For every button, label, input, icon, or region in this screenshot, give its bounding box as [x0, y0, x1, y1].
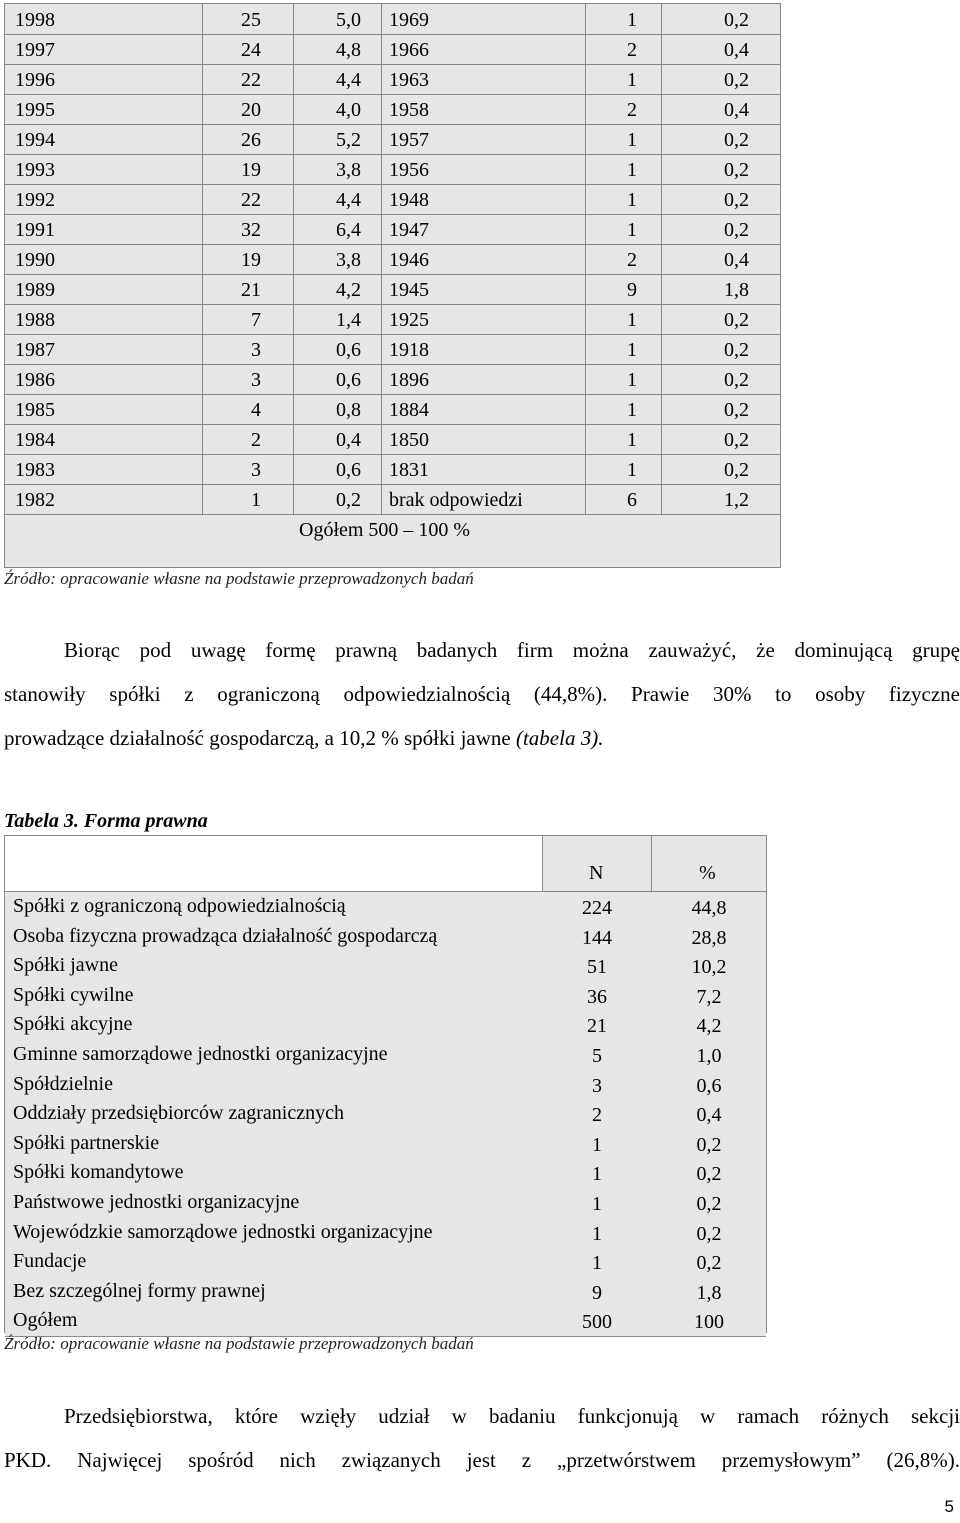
table-cell: 4,2 [336, 279, 361, 301]
table-row [5, 1129, 766, 1159]
row-percent: 0,2 [696, 1252, 722, 1275]
table-cell: 3,8 [336, 249, 361, 271]
table-cell: 1994 [15, 129, 55, 151]
table-cell: 0,2 [724, 159, 749, 181]
table-cell: 3,8 [336, 159, 361, 181]
table-cell: 1831 [389, 459, 429, 481]
row-percent: 10,2 [691, 956, 727, 979]
table-cell: 1 [251, 489, 261, 511]
row-divider [5, 334, 780, 335]
row-divider [5, 364, 780, 365]
row-divider [5, 454, 780, 455]
row-divider [5, 94, 780, 95]
table-cell: 6,4 [336, 219, 361, 241]
row-percent: 0,2 [696, 1163, 722, 1186]
row-divider [5, 64, 780, 65]
table-row [5, 94, 780, 124]
table-cell: 0,2 [724, 69, 749, 91]
table-cell: 19 [241, 159, 261, 181]
table-row [5, 1040, 766, 1070]
table-cell: 1983 [15, 459, 55, 481]
table-cell: 0,4 [724, 39, 749, 61]
table-cell: 1998 [15, 9, 55, 31]
table-row [5, 34, 780, 64]
table-cell: 1992 [15, 189, 55, 211]
table-cell: 0,2 [724, 459, 749, 481]
table-cell: 1,8 [724, 279, 749, 301]
row-count: 1 [592, 1222, 602, 1245]
table-cell: 1987 [15, 339, 55, 361]
table-row [5, 244, 780, 274]
table-cell: 1 [627, 9, 637, 31]
table-cell: 3 [251, 459, 261, 481]
table-cell: 1956 [389, 159, 429, 181]
row-count: 5 [592, 1045, 602, 1067]
row-label: Wojewódzkie samorządowe jednostki organizacyjne [13, 1220, 433, 1243]
table-row [5, 454, 780, 484]
table-cell: 1984 [15, 429, 55, 451]
row-divider [5, 514, 780, 515]
table-cell: 1850 [389, 429, 429, 451]
row-divider [5, 34, 780, 35]
header-percent: % [699, 862, 716, 884]
row-label: Spółdzielnie [13, 1072, 113, 1095]
table-cell: 0,2 [724, 339, 749, 361]
table-cell: 1,2 [724, 489, 749, 511]
row-count: 2 [592, 1104, 602, 1127]
table-cell: 0,8 [336, 399, 361, 421]
table-row [5, 1158, 766, 1188]
row-count: 3 [592, 1074, 602, 1097]
table-cell: 1884 [389, 399, 429, 421]
table-cell: 1969 [389, 9, 429, 31]
table-cell: 0,4 [724, 99, 749, 121]
table-cell: 26 [241, 129, 261, 151]
table-cell: 7 [251, 309, 261, 331]
row-label: Ogółem [13, 1309, 78, 1332]
row-percent: 0,2 [696, 1193, 722, 1215]
table-cell: 1896 [389, 369, 429, 391]
row-divider [5, 214, 780, 215]
table-cell: 1946 [389, 249, 429, 271]
table-cell: 4,0 [336, 99, 361, 121]
table-cell: 1 [627, 129, 637, 151]
table-row [5, 981, 766, 1011]
row-divider [5, 244, 780, 245]
table-cell: 1966 [389, 39, 429, 61]
table-row [5, 1188, 766, 1218]
table-cell: 1 [627, 69, 637, 91]
row-label: Fundacje [13, 1250, 87, 1273]
table-cell: 1985 [15, 399, 55, 421]
table-cell: 1918 [389, 339, 429, 361]
row-divider [5, 304, 780, 305]
legal-form-table [4, 835, 767, 1333]
table-cell: 0,6 [336, 339, 361, 361]
table-cell: 1 [627, 399, 637, 421]
row-percent: 1,8 [696, 1281, 722, 1304]
table-row [5, 154, 780, 184]
row-count: 1 [592, 1163, 602, 1186]
table-cell: 22 [241, 189, 261, 211]
row-divider [5, 484, 780, 485]
table-cell: 0,2 [724, 369, 749, 391]
row-percent: 0,4 [696, 1104, 722, 1127]
row-label: Spółki partnerskie [13, 1131, 160, 1154]
table-row [5, 304, 780, 334]
row-count: 144 [582, 926, 612, 949]
table-cell: 1945 [389, 279, 429, 301]
table-row [5, 922, 766, 952]
page-number: 5 [944, 1497, 954, 1516]
table-row [5, 4, 780, 34]
table-cell: 2 [251, 429, 261, 451]
table-cell: 1 [627, 339, 637, 361]
paragraph-legal-form [4, 628, 960, 760]
table-row [5, 184, 780, 214]
table-cell: 22 [241, 69, 261, 91]
table-reference: (tabela 3). [515, 726, 604, 750]
paragraph-line: Biorąc pod uwagę formę prawną badanych firm można zauważyć, że dominującą grupę [64, 638, 960, 662]
table-cell: 32 [241, 219, 261, 241]
table-cell: 0,2 [724, 219, 749, 241]
table-cell: 1 [627, 159, 637, 181]
table-cell: 1948 [389, 189, 429, 211]
table-cell: 0,6 [336, 369, 361, 391]
header-n: N [589, 862, 604, 884]
row-divider [5, 154, 780, 155]
table-cell: 6 [627, 489, 637, 511]
table-row [5, 1099, 766, 1129]
table-cell: 2 [627, 39, 637, 61]
table-cell: 1997 [15, 39, 55, 61]
table-cell: 1958 [389, 99, 429, 121]
table-cell: 1963 [389, 69, 429, 91]
table-row [5, 1277, 766, 1307]
table-cell: 0,6 [336, 459, 361, 481]
table-cell: 1991 [15, 219, 55, 241]
row-percent: 28,8 [691, 926, 727, 949]
table3-caption: Tabela 3. Forma prawna [4, 810, 208, 832]
table-cell: 0,4 [724, 249, 749, 271]
row-label: Gminne samorządowe jednostki organizacyjne [13, 1043, 388, 1065]
table-row [5, 334, 780, 364]
table-row [5, 484, 780, 514]
row-percent: 4,2 [696, 1015, 722, 1038]
table-cell: 1990 [15, 249, 55, 271]
table-cell: 0,4 [336, 429, 361, 451]
table-cell: 1993 [15, 159, 55, 181]
table-cell: 21 [241, 279, 261, 301]
row-percent: 7,2 [696, 985, 722, 1008]
year-founded-table [4, 3, 781, 568]
table-cell: 1 [627, 429, 637, 451]
table-cell: 4,8 [336, 39, 361, 61]
paragraph-pkd [4, 1394, 960, 1482]
table-cell: 1 [627, 459, 637, 481]
row-count: 224 [582, 897, 612, 919]
table-cell: 0,2 [336, 489, 361, 511]
table-cell: 1989 [15, 279, 55, 301]
row-count: 51 [587, 956, 607, 979]
table-cell: 0,2 [724, 189, 749, 211]
paragraph-line: stanowiły spółki z ograniczoną odpowiedzialnością (44,8%). Prawie 30% to osoby fizyczne [4, 682, 960, 706]
row-label: Bez szczególnej formy prawnej [13, 1279, 266, 1302]
row-count: 1 [592, 1133, 602, 1156]
table-cell: 2 [627, 249, 637, 271]
table-cell: 1988 [15, 309, 55, 331]
row-divider [5, 394, 780, 395]
row-count: 1 [592, 1193, 602, 1215]
table-row [5, 64, 780, 94]
table-row [5, 274, 780, 304]
row-percent: 100 [694, 1311, 724, 1334]
table-cell: 25 [241, 9, 261, 31]
table-row [5, 124, 780, 154]
row-count: 21 [587, 1015, 607, 1038]
table-row [5, 364, 780, 394]
table-cell: 4,4 [336, 69, 361, 91]
row-count: 1 [592, 1252, 602, 1275]
table-cell: 3 [251, 369, 261, 391]
table-cell: 24 [241, 39, 261, 61]
row-count: 36 [587, 985, 607, 1008]
table-cell: 5,2 [336, 129, 361, 151]
table-cell: 1996 [15, 69, 55, 91]
paragraph-line: Przedsiębiorstwa, które wzięły udział w badaniu funkcjonują w ramach różnych sekcji [64, 1404, 960, 1428]
table-cell: 1,4 [336, 309, 361, 331]
row-divider [5, 184, 780, 185]
row-label: Spółki komandytowe [13, 1161, 184, 1184]
table-row [5, 1247, 766, 1277]
table-row [5, 1218, 766, 1248]
row-percent: 0,2 [696, 1222, 722, 1245]
row-divider [5, 274, 780, 275]
table-row [5, 424, 780, 454]
table-cell: 1957 [389, 129, 429, 151]
table-cell: 19 [241, 249, 261, 271]
table-cell: 5,0 [336, 9, 361, 31]
table-row [5, 892, 766, 922]
paragraph-line [4, 716, 960, 760]
table-cell: 0,2 [724, 399, 749, 421]
table1-total: Ogółem 500 – 100 % [299, 519, 471, 541]
table-cell: 1986 [15, 369, 55, 391]
table-cell: 9 [627, 279, 637, 301]
table-cell: 0,2 [724, 429, 749, 451]
table-cell: 3 [251, 339, 261, 361]
row-count: 9 [592, 1281, 602, 1304]
table-cell: 1947 [389, 219, 429, 241]
table3-header [543, 836, 766, 892]
table-cell: 20 [241, 99, 261, 121]
row-percent: 0,6 [696, 1074, 722, 1097]
table-cell: 4,4 [336, 189, 361, 211]
row-label: Państwowe jednostki organizacyjne [13, 1191, 300, 1213]
table-cell: 1982 [15, 489, 55, 511]
row-percent: 44,8 [691, 897, 727, 919]
paragraph-text: prowadzące działalność gospodarczą, a 10,2 % spółki jawne [4, 726, 511, 750]
table-row [5, 214, 780, 244]
table-cell: 1 [627, 189, 637, 211]
table-cell: 1995 [15, 99, 55, 121]
table-cell: 4 [251, 399, 261, 421]
table-row [5, 1306, 766, 1336]
table-cell: 2 [627, 99, 637, 121]
table-cell: 1 [627, 309, 637, 331]
paragraph-line: PKD. Najwięcej spośród nich związanych jest z „przetwórstwem przemysłowym” (26,8%). [4, 1448, 960, 1472]
row-label: Osoba fizyczna prowadząca działalność gospodarczą [13, 924, 438, 947]
table-cell: 1 [627, 369, 637, 391]
row-label: Spółki z ograniczoną odpowiedzialnością [13, 895, 346, 917]
table3-source: Źródło: opracowanie własne na podstawie przeprowadzonych badań [4, 1334, 474, 1353]
table-cell: 1 [627, 219, 637, 241]
row-count: 500 [582, 1311, 612, 1334]
table-cell: 0,2 [724, 129, 749, 151]
row-percent: 1,0 [696, 1045, 722, 1067]
row-divider [5, 124, 780, 125]
table-row [5, 394, 780, 424]
row-percent: 0,2 [696, 1133, 722, 1156]
row-divider [5, 424, 780, 425]
table-row [5, 1070, 766, 1100]
table-cell: brak odpowiedzi [389, 489, 523, 511]
table-row [5, 1010, 766, 1040]
row-label: Spółki cywilne [13, 983, 134, 1006]
table-cell: 0,2 [724, 9, 749, 31]
table-row [5, 951, 766, 981]
table1-source: Źródło: opracowanie własne na podstawie przeprowadzonych badań [4, 569, 474, 588]
row-label: Spółki akcyjne [13, 1013, 133, 1036]
row-label: Spółki jawne [13, 954, 118, 977]
row-label: Oddziały przedsiębiorców zagranicznych [13, 1102, 344, 1125]
table-cell: 1925 [389, 309, 429, 331]
table-cell: 0,2 [724, 309, 749, 331]
